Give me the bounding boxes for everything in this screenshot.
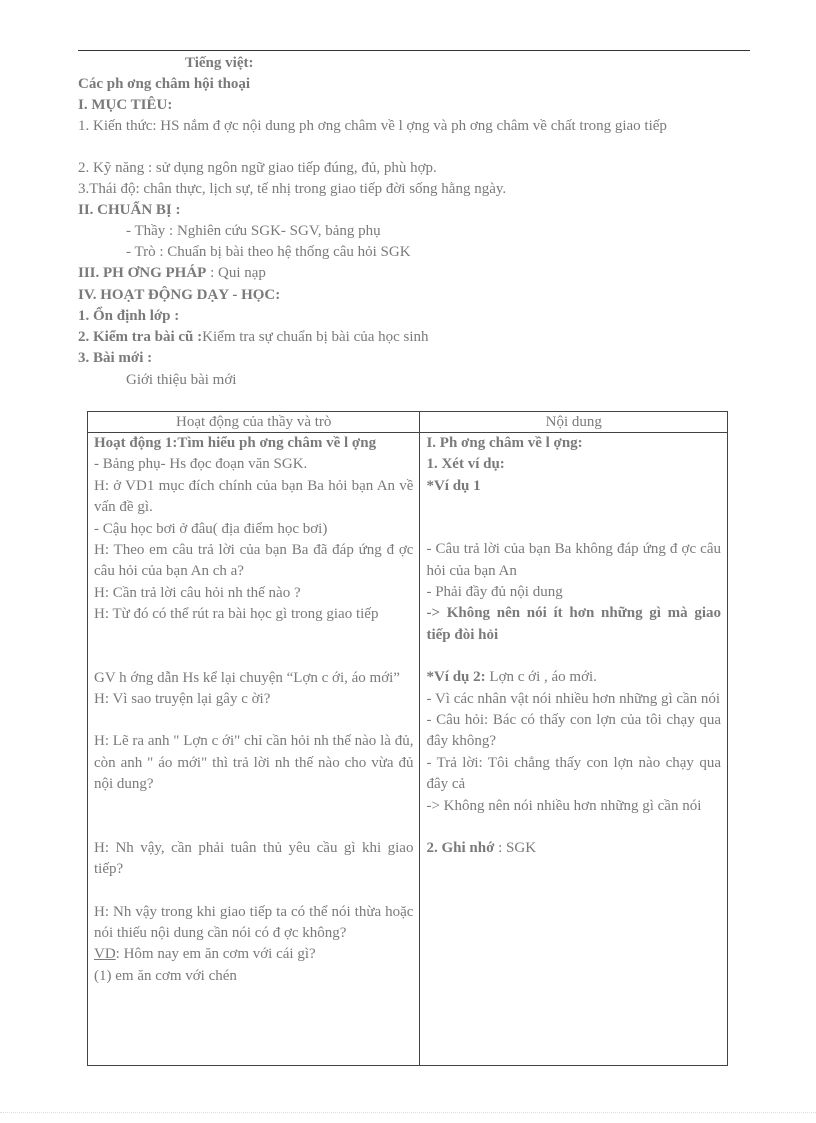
content-line bbox=[426, 838, 721, 859]
content-line bbox=[426, 667, 721, 688]
content-line: -> Không nên nói nhiều hơn những gì cần nói bbox=[426, 797, 702, 814]
activity-line: H: Lẽ ra anh " Lợn c ới" chỉ cần hỏi nh thế nào là đủ, còn anh " áo mới" thì trả lời nh thế nào cho vừa đủ nội dung? bbox=[94, 733, 414, 793]
activity-line: H: ở VD1 mục đích chính của bạn Ba hỏi bạn An về vấn đề gì. bbox=[94, 477, 414, 516]
activity-cell bbox=[88, 433, 420, 1066]
objective-knowledge: 1. Kiến thức: HS nắm đ ợc nội dung ph ơng châm về l ợng và ph ơng châm về chất trong giao tiếp bbox=[78, 118, 667, 134]
prep-heading: II. CHUẨN BỊ : bbox=[78, 202, 181, 218]
objective-attitude: 3.Thái độ: chân thực, lịch sự, tế nhị trong giao tiếp đời sống hằng ngày. bbox=[78, 181, 507, 197]
activity-line: H: Theo em câu trả lời của bạn Ba đã đáp ứng đ ợc câu hỏi của bạn An ch a? bbox=[94, 542, 414, 580]
spacer bbox=[426, 497, 721, 539]
content-conclusion: -> Không nên nói ít hơn những gì mà giao tiếp đòi hỏi bbox=[426, 605, 721, 643]
header-rule bbox=[78, 50, 750, 51]
content-cell bbox=[420, 433, 728, 1066]
activity-line: H: Nh vậy, cần phải tuân thủ yêu cầu gì khi giao tiếp? bbox=[94, 839, 414, 878]
activity-line bbox=[94, 944, 413, 965]
content-line: - Vì các nhân vật nói nhiều hơn những gì cần nói bbox=[426, 690, 721, 707]
activity-line: - Bảng phụ- Hs đọc đoạn văn SGK. bbox=[94, 456, 308, 473]
step-review-value: Kiểm tra sự chuẩn bị bài của học sinh bbox=[202, 329, 429, 345]
lesson-title: Các ph ơng châm hội thoại bbox=[78, 76, 251, 92]
example-text: : Hôm nay em ăn cơm với cái gì? bbox=[115, 946, 316, 963]
spacer bbox=[94, 710, 413, 731]
activity-line: H: Từ đó có thể rút ra bài học gì trong giao tiếp bbox=[94, 606, 379, 623]
content-subheading: 1. Xét ví dụ: bbox=[426, 456, 505, 473]
objectives-heading: I. MỤC TIÊU: bbox=[78, 97, 173, 113]
activity-line: H: Vì sao truyện lại gây c ời? bbox=[94, 691, 271, 708]
lesson-table bbox=[87, 411, 728, 1066]
note-text: : SGK bbox=[494, 840, 537, 857]
activity-title: Hoạt động 1:Tìm hiểu ph ơng châm về l ợng bbox=[94, 435, 377, 451]
objective-skill: 2. Kỹ năng : sử dụng ngôn ngữ giao tiếp đúng, đủ, phù hợp. bbox=[78, 160, 437, 176]
col-activity-header: Hoạt động của thầy và trò bbox=[88, 412, 420, 433]
example-1-label: *Ví dụ 1 bbox=[426, 477, 481, 494]
activity-line: H: Cần trả lời câu hỏi nh thế nào ? bbox=[94, 584, 301, 601]
spacer bbox=[426, 646, 721, 667]
method-line bbox=[78, 263, 266, 283]
spacer bbox=[94, 881, 413, 902]
method-value: : Qui nạp bbox=[206, 265, 266, 281]
step-review bbox=[78, 327, 429, 347]
content-line: - Câu hỏi: Bác có thấy con lợn của tôi chạy qua đây không? bbox=[426, 712, 721, 750]
table-header-row bbox=[88, 412, 728, 433]
prep-teacher: - Thầy : Nghiên cứu SGK- SGV, bảng phụ bbox=[126, 223, 381, 239]
col-content-header: Nội dung bbox=[420, 412, 728, 433]
note-label: 2. Ghi nhớ bbox=[426, 840, 495, 857]
activity-line: (1) em ăn cơm với chén bbox=[94, 967, 237, 984]
example-label: VD bbox=[94, 946, 116, 963]
content-line: - Phải đầy đủ nội dung bbox=[426, 584, 563, 601]
activity-line: GV h ớng dẫn Hs kể lại chuyện “Lợn c ới, áo mới” bbox=[94, 669, 400, 686]
activities-heading: IV. HOẠT ĐỘNG DẠY - HỌC: bbox=[78, 287, 281, 303]
spacer bbox=[426, 817, 721, 838]
example-2-label: *Ví dụ 2: bbox=[426, 669, 486, 686]
activity-line: - Cậu học bơi ở đâu( địa điểm học bơi) bbox=[94, 520, 328, 537]
example-2-text: Lợn c ới , áo mới. bbox=[485, 669, 597, 686]
step-review-label: 2. Kiểm tra bài cũ : bbox=[78, 329, 203, 345]
spacer bbox=[94, 796, 413, 838]
lesson-intro: Giới thiệu bài mới bbox=[126, 372, 237, 388]
page-bottom-rule bbox=[0, 1112, 816, 1114]
step-new-lesson: 3. Bài mới : bbox=[78, 350, 153, 366]
step-class-order: 1. Ổn định lớp : bbox=[78, 308, 180, 324]
content-line: - Câu trả lời của bạn Ba không đáp ứng đ ợc câu hỏi của bạn An bbox=[426, 541, 721, 579]
prep-student: - Trò : Chuẩn bị bài theo hệ thống câu hỏi SGK bbox=[126, 244, 411, 260]
table-row bbox=[88, 433, 728, 1066]
subject-label: Tiếng việt: bbox=[185, 55, 254, 71]
method-heading: III. PH ƠNG PHÁP bbox=[78, 265, 207, 281]
content-heading: I. Ph ơng châm về l ợng: bbox=[426, 435, 583, 451]
content-line: - Trả lời: Tôi chẳng thấy con lợn nào chạy qua đây cả bbox=[426, 754, 721, 793]
activity-line: H: Nh vậy trong khi giao tiếp ta có thể nói thừa hoặc nói thiếu nội dung cần nói có đ ợc không? bbox=[94, 903, 414, 941]
spacer bbox=[94, 626, 413, 668]
